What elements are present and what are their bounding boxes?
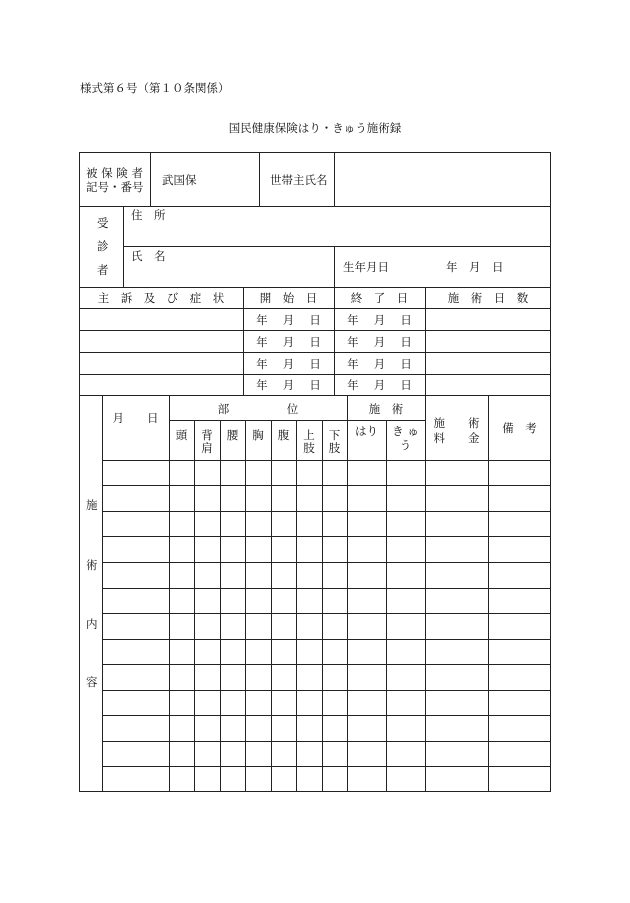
end-date-placeholder: 年 月 日 <box>347 378 412 392</box>
form-border <box>79 152 551 792</box>
fee-header-line2: 料 金 <box>433 431 480 445</box>
householder-name-label: 世帯主氏名 <box>270 173 328 187</box>
patient-char-2: 診 <box>97 239 109 253</box>
end-date-placeholder: 年 月 日 <box>347 335 412 349</box>
table-row <box>102 690 551 691</box>
part-lower-limb: 下 <box>328 428 341 442</box>
start-date-header: 開 始 日 <box>259 291 318 305</box>
insured-label-line2: 記号・番号 <box>86 180 144 194</box>
part-back-shoulder: 背 <box>201 428 213 442</box>
treatment-days-header: 施 術 日 数 <box>447 291 529 305</box>
table-row <box>102 715 551 716</box>
table-row <box>102 741 551 742</box>
fee-header-line1: 施 術 <box>433 416 480 430</box>
insured-label-line1: 被 保 険 者 <box>86 166 143 180</box>
remarks-header: 備 考 <box>502 421 537 435</box>
address-label: 住 所 <box>131 208 166 222</box>
table-row <box>102 536 551 537</box>
part-abdomen: 腹 <box>277 428 290 442</box>
form-number: 様式第６号（第１０条関係） <box>80 81 230 95</box>
treatment-char-2: 術 <box>86 558 98 572</box>
complaint-header: 主 訴 及 び 症 状 <box>97 291 225 305</box>
birth-date-label: 生年月日 <box>343 260 389 274</box>
end-date-placeholder: 年 月 日 <box>347 313 412 327</box>
part-back-shoulder-2: 肩 <box>201 441 213 455</box>
table-row <box>102 460 551 461</box>
start-date-placeholder: 年 月 日 <box>256 335 321 349</box>
table-row <box>102 613 551 614</box>
table-row <box>102 664 551 665</box>
insured-symbol-value: 武国保 <box>162 173 197 187</box>
part-waist: 腰 <box>226 428 239 442</box>
form-title: 国民健康保険はり・きゅう施術録 <box>228 121 402 135</box>
patient-char-3: 者 <box>97 263 109 277</box>
patient-char-1: 受 <box>97 216 109 230</box>
method-needle: はり <box>355 424 378 438</box>
part-upper-limb: 上 <box>303 428 315 442</box>
treatment-char-4: 容 <box>86 675 98 689</box>
part-chest: 胸 <box>252 428 264 442</box>
part-upper-limb-2: 肢 <box>303 441 315 455</box>
birth-date-format: 年 月 日 <box>446 260 504 274</box>
table-row <box>102 485 551 486</box>
table-row <box>102 588 551 589</box>
method-header: 施 術 <box>368 402 404 416</box>
part-lower-limb-2: 肢 <box>328 441 341 455</box>
method-moxibustion: き ゅ <box>392 424 419 438</box>
end-date-placeholder: 年 月 日 <box>347 357 412 371</box>
end-date-header: 終 了 日 <box>350 291 409 305</box>
table-row <box>102 639 551 640</box>
table-row <box>102 562 551 563</box>
part-header: 部 位 <box>217 402 299 416</box>
table-row <box>102 766 551 767</box>
part-head: 頭 <box>175 428 188 442</box>
start-date-placeholder: 年 月 日 <box>256 357 321 371</box>
date-header: 月 日 <box>112 411 159 425</box>
table-row <box>102 511 551 512</box>
method-moxibustion-2: う <box>399 438 412 452</box>
start-date-placeholder: 年 月 日 <box>256 378 321 392</box>
treatment-char-3: 内 <box>86 617 98 631</box>
start-date-placeholder: 年 月 日 <box>256 313 321 327</box>
treatment-char-1: 施 <box>86 498 98 512</box>
name-label: 氏 名 <box>131 249 166 263</box>
